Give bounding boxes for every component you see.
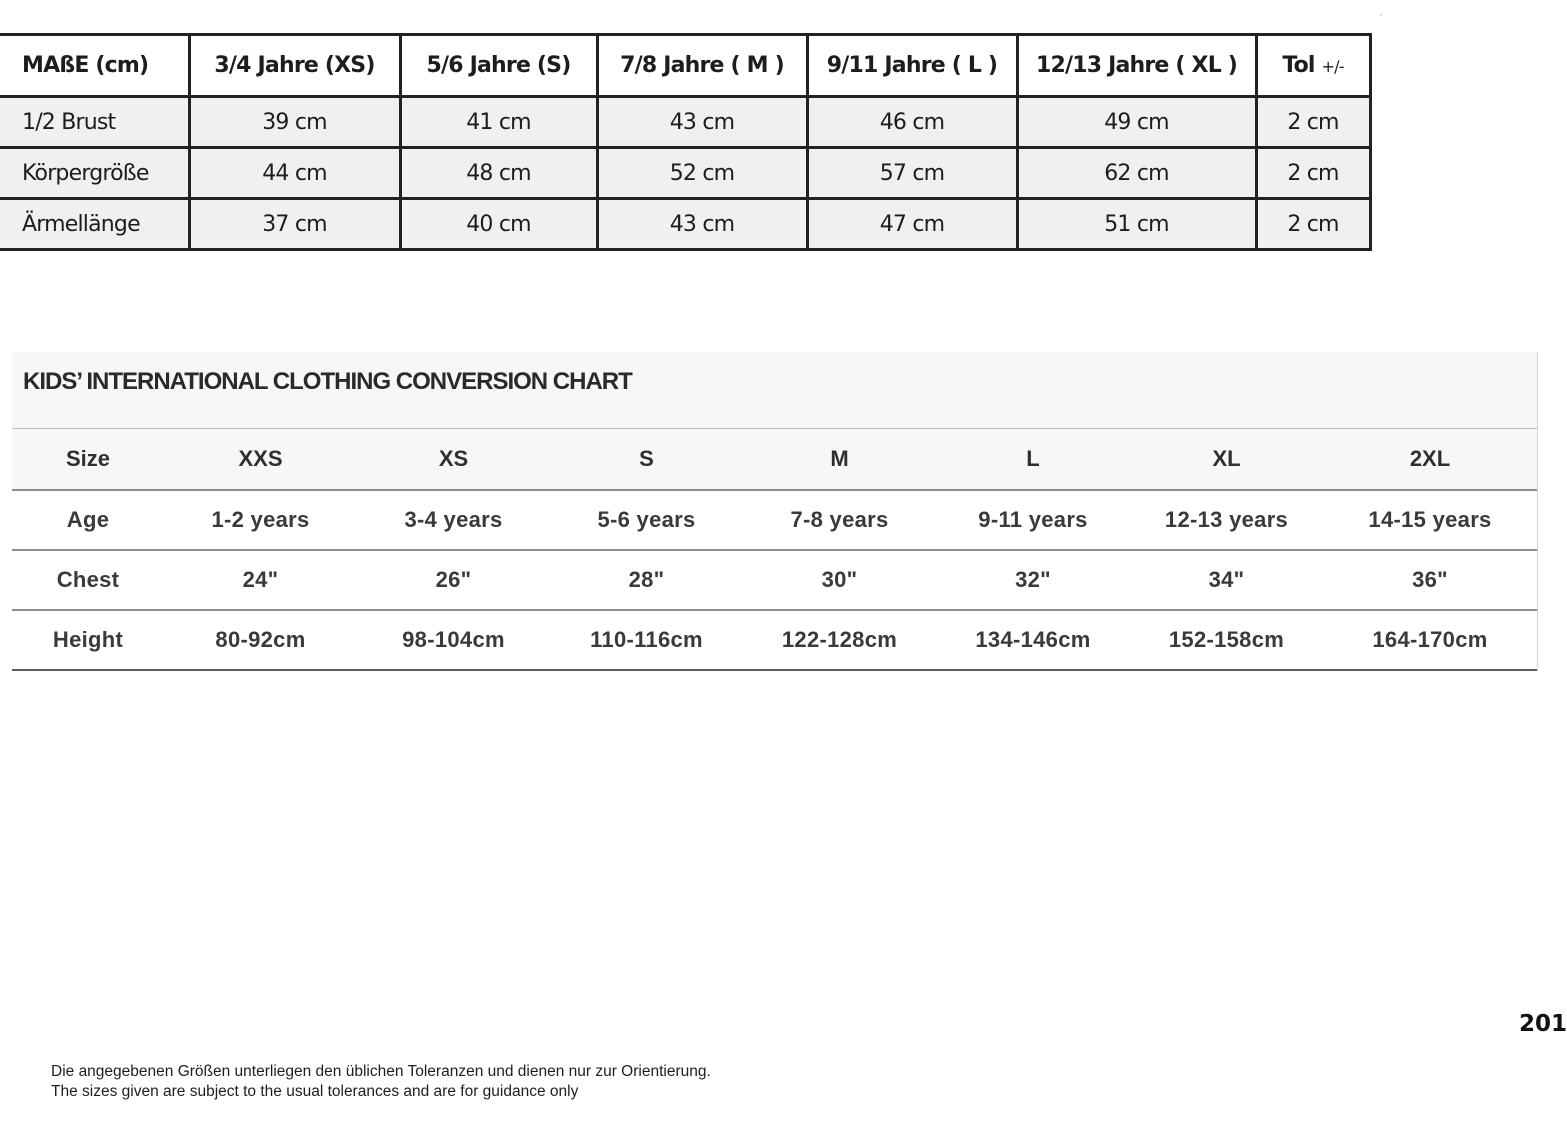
table-cell: 2 cm (1256, 97, 1370, 148)
table-cell: 52 cm (597, 148, 807, 199)
table-cell: 98-104cm (357, 610, 550, 670)
table-cell: 3-4 years (357, 490, 550, 550)
table-row (0, 148, 1370, 199)
conversion-chart (12, 352, 1538, 671)
table-cell: 80-92cm (164, 610, 357, 670)
row-label: Chest (12, 550, 164, 610)
row-label: 1/2 Brust (0, 97, 189, 148)
table-cell: 43 cm (597, 199, 807, 250)
table-cell: 152-158cm (1130, 610, 1323, 670)
footer-notes (51, 1062, 711, 1102)
table-cell: 28" (550, 550, 743, 610)
conversion-header-size: Size (12, 429, 164, 490)
table-cell: 37 cm (189, 199, 400, 250)
size-table-header-row (0, 35, 1370, 97)
conversion-header-row (12, 429, 1537, 490)
row-label: Körpergröße (0, 148, 189, 199)
table-cell: 26" (357, 550, 550, 610)
table-cell: 164-170cm (1323, 610, 1537, 670)
table-cell: 5-6 years (550, 490, 743, 550)
table-cell: 2 cm (1256, 199, 1370, 250)
table-cell: 2 cm (1256, 148, 1370, 199)
table-cell: 34" (1130, 550, 1323, 610)
size-table-header-l: 9/11 Jahre ( L ) (807, 35, 1017, 97)
table-cell: 30" (743, 550, 936, 610)
table-cell: 9-11 years (936, 490, 1130, 550)
conversion-header-s: S (550, 429, 743, 490)
table-cell: 47 cm (807, 199, 1017, 250)
table-cell: 1-2 years (164, 490, 357, 550)
table-cell: 32" (936, 550, 1130, 610)
conversion-header-m: M (743, 429, 936, 490)
table-cell: 44 cm (189, 148, 400, 199)
footer-note-english: The sizes given are subject to the usual tolerances and are for guidance only (51, 1083, 579, 1100)
row-label: Height (12, 610, 164, 670)
tolerance-label: Tol (1282, 53, 1315, 78)
table-cell: 48 cm (400, 148, 597, 199)
table-cell: 41 cm (400, 97, 597, 148)
size-table (0, 33, 1372, 251)
table-cell: 51 cm (1017, 199, 1256, 250)
table-row (0, 199, 1370, 250)
row-label: Age (12, 490, 164, 550)
table-cell: 43 cm (597, 97, 807, 148)
conversion-title-bar (12, 352, 1537, 429)
table-cell: 40 cm (400, 199, 597, 250)
row-label: Ärmellänge (0, 199, 189, 250)
size-table-header-s: 5/6 Jahre (S) (400, 35, 597, 97)
size-table-header-measure: MAßE (cm) (0, 35, 189, 97)
corner-mark (1380, 14, 1382, 16)
conversion-header-2xl: 2XL (1323, 429, 1537, 490)
table-row (0, 97, 1370, 148)
size-table-header-tolerance (1256, 35, 1370, 97)
table-row (12, 490, 1537, 550)
table-cell: 39 cm (189, 97, 400, 148)
conversion-table (12, 429, 1537, 671)
table-cell: 12-13 years (1130, 490, 1323, 550)
table-cell: 122-128cm (743, 610, 936, 670)
table-cell: 57 cm (807, 148, 1017, 199)
table-cell: 24" (164, 550, 357, 610)
conversion-title: KIDS’ INTERNATIONAL CLOTHING CONVERSION CHART (23, 368, 632, 395)
table-cell: 134-146cm (936, 610, 1130, 670)
conversion-header-xxs: XXS (164, 429, 357, 490)
conversion-header-xl: XL (1130, 429, 1323, 490)
table-cell: 46 cm (807, 97, 1017, 148)
conversion-header-l: L (936, 429, 1130, 490)
table-cell: 62 cm (1017, 148, 1256, 199)
conversion-header-xs: XS (357, 429, 550, 490)
table-cell: 14-15 years (1323, 490, 1537, 550)
table-row (12, 550, 1537, 610)
table-cell: 7-8 years (743, 490, 936, 550)
table-cell: 49 cm (1017, 97, 1256, 148)
table-cell: 36" (1323, 550, 1537, 610)
footer-note-german: Die angegebenen Größen unterliegen den üblichen Toleranzen und dienen nur zur Orientierung. (51, 1063, 711, 1080)
table-row (12, 610, 1537, 670)
tolerance-plus-minus: +/- (1321, 57, 1344, 76)
table-cell: 110-116cm (550, 610, 743, 670)
size-table-header-xs: 3/4 Jahre (XS) (189, 35, 400, 97)
page-number: 201 (1519, 1011, 1567, 1037)
size-table-header-xl: 12/13 Jahre ( XL ) (1017, 35, 1256, 97)
size-table-header-m: 7/8 Jahre ( M ) (597, 35, 807, 97)
